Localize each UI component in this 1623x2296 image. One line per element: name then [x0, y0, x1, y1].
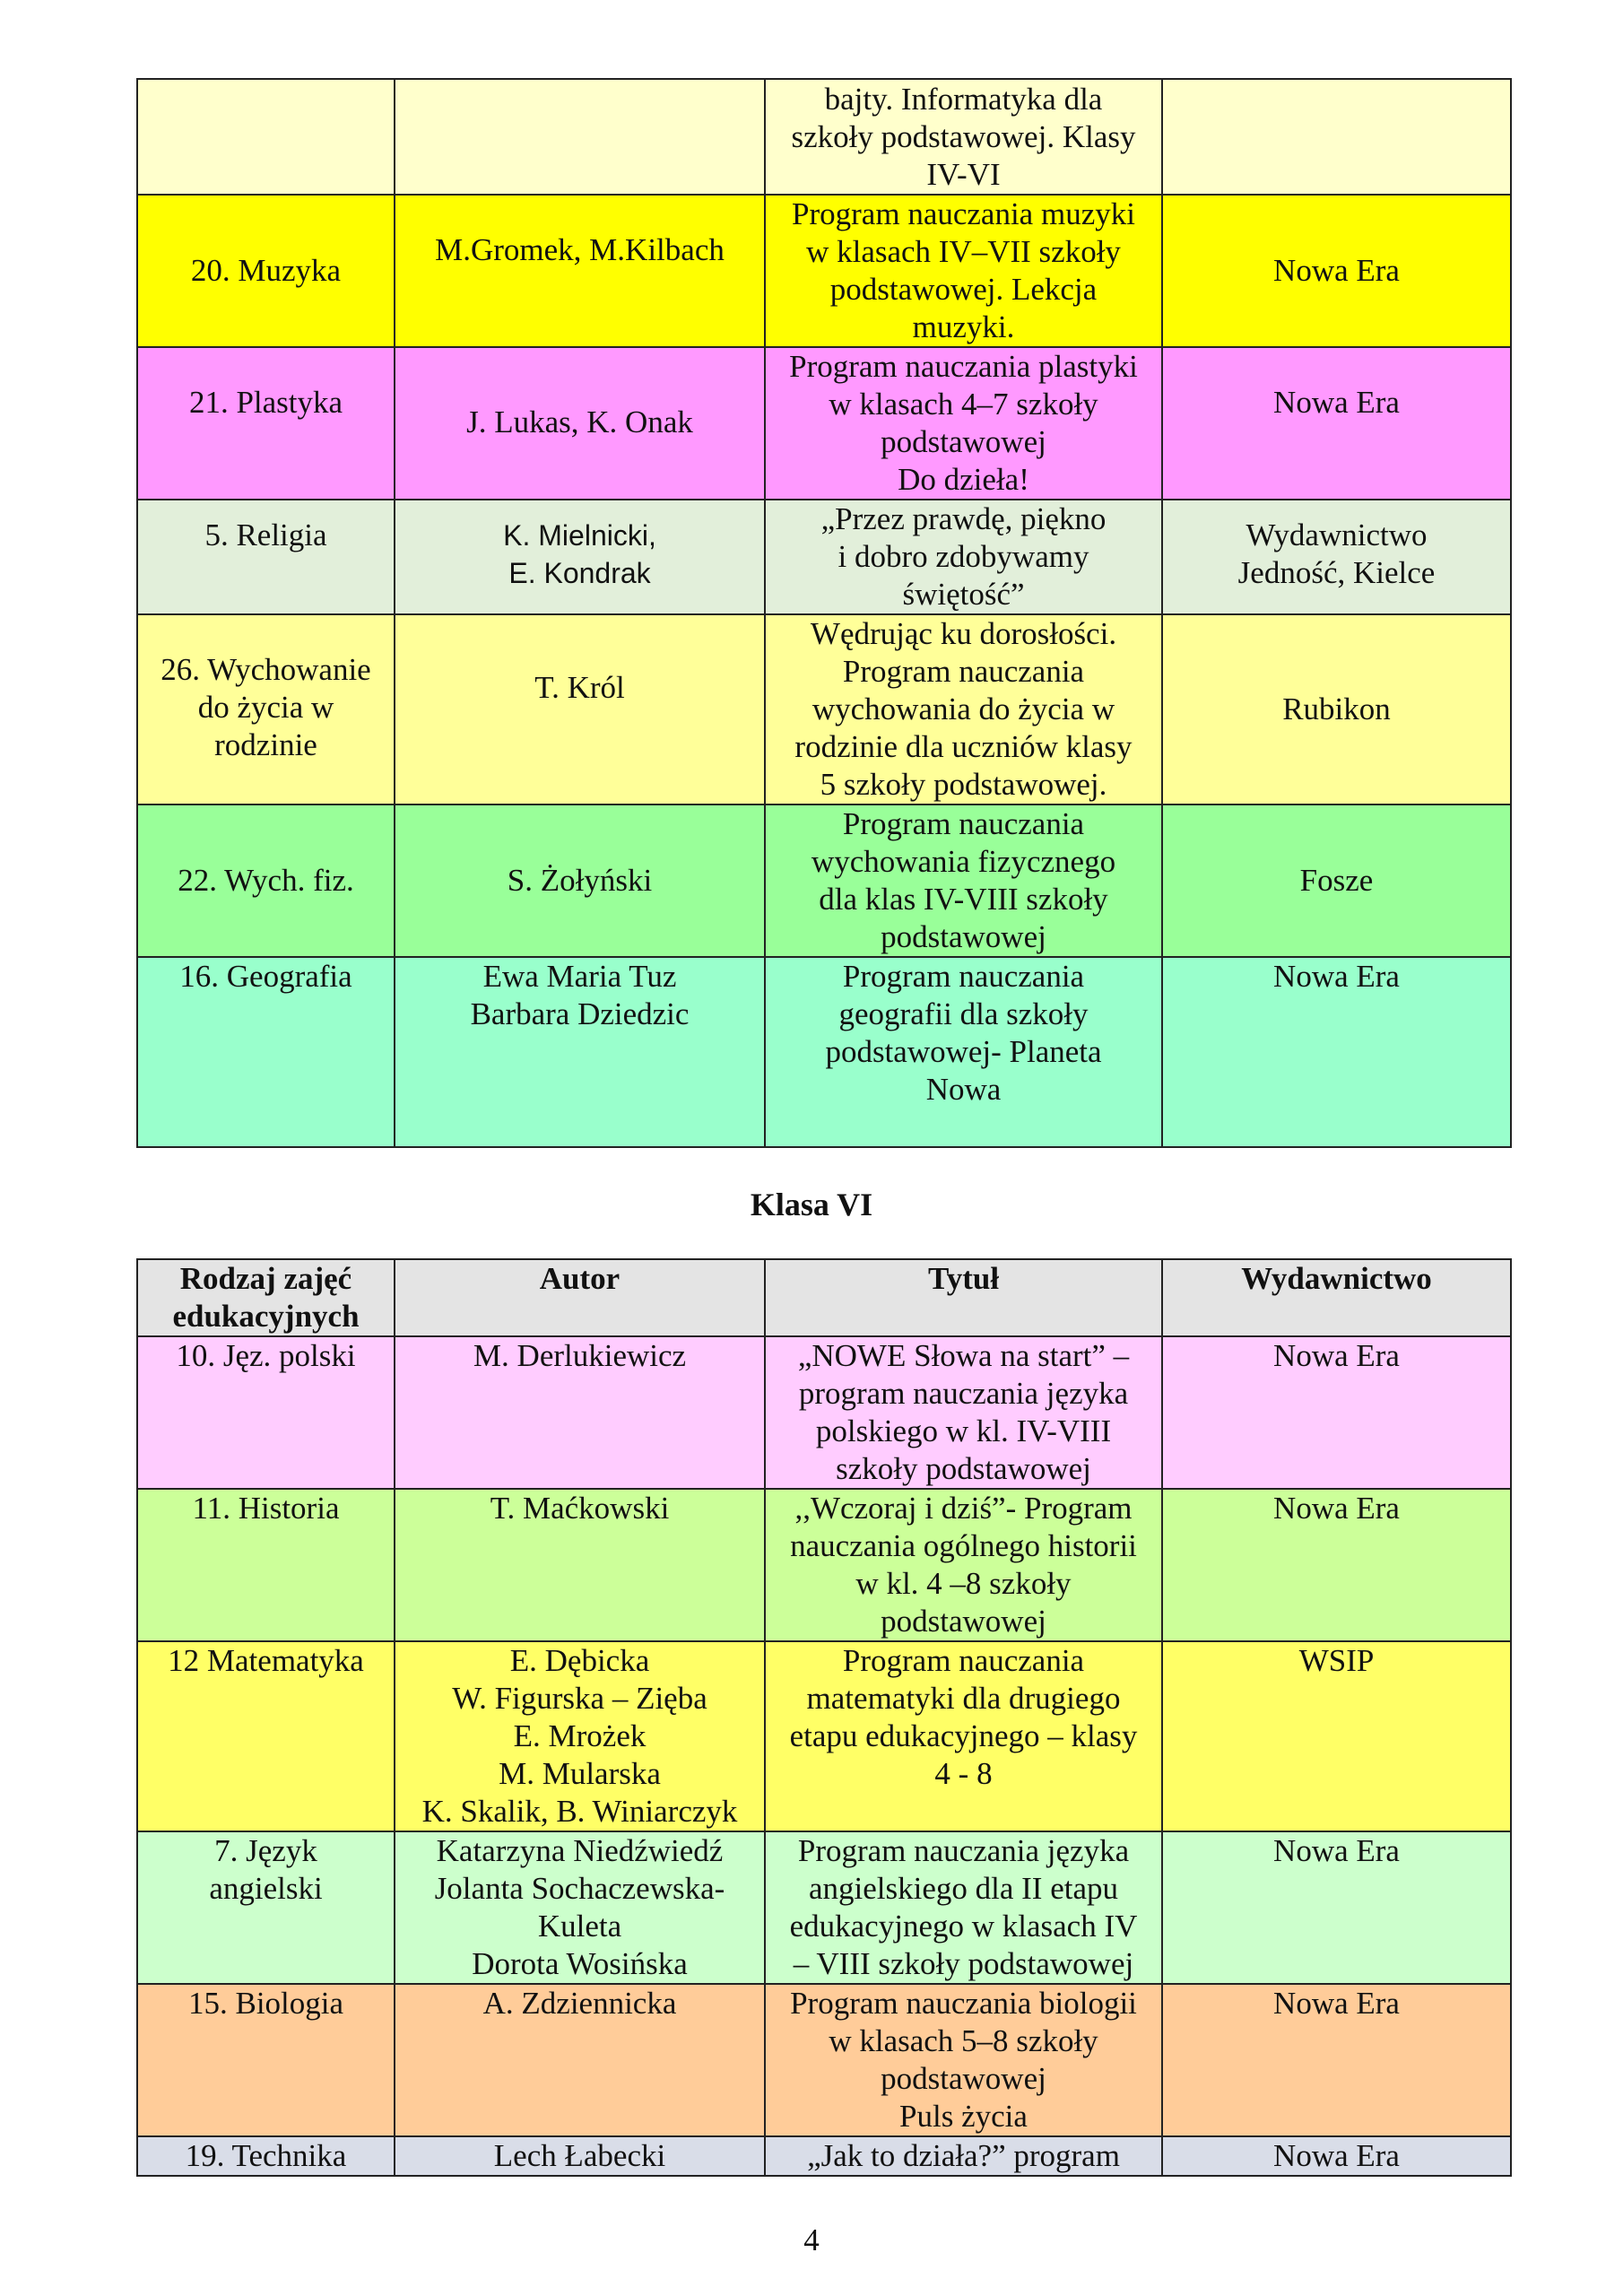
table-row	[137, 1641, 1511, 1831]
section-heading: Klasa VI	[750, 1187, 873, 1222]
publisher-cell: Wydawnictwo Jedność, Kielce	[1162, 500, 1511, 614]
author-cell: T. Maćkowski	[395, 1489, 765, 1641]
table-row	[137, 957, 1511, 1147]
author-cell: K. Mielnicki, E. Kondrak	[395, 500, 765, 614]
publisher-cell	[1162, 79, 1511, 195]
author-cell: J. Lukas, K. Onak	[395, 347, 765, 500]
column-header-subject: Rodzaj zajęć edukacyjnych	[137, 1259, 395, 1336]
column-header-publisher: Wydawnictwo	[1162, 1259, 1511, 1336]
author-cell: M. Derlukiewicz	[395, 1336, 765, 1489]
subject-cell: 20. Muzyka	[137, 195, 395, 347]
publisher-cell: Nowa Era	[1162, 195, 1511, 347]
publisher-cell: Nowa Era	[1162, 347, 1511, 500]
table-row	[137, 195, 1511, 347]
column-header-author: Autor	[395, 1259, 765, 1336]
publisher-cell: Nowa Era	[1162, 1984, 1511, 2136]
subject-cell: 7. Język angielski	[137, 1831, 395, 1984]
publisher-cell: Fosze	[1162, 804, 1511, 957]
title-cell: Program nauczania matematyki dla drugiego etapu edukacyjnego – klasy 4 - 8	[765, 1641, 1162, 1831]
author-cell: S. Żołyński	[395, 804, 765, 957]
table-row	[137, 1831, 1511, 1984]
table-row	[137, 804, 1511, 957]
author-cell: M.Gromek, M.Kilbach	[395, 195, 765, 347]
author-cell	[395, 79, 765, 195]
title-cell: Wędrując ku dorosłości. Program nauczania wychowania do życia w rodzinie dla uczniów klasy 5 szkoły podstawowej.	[765, 614, 1162, 804]
table-row	[137, 2136, 1511, 2176]
subject-cell: 15. Biologia	[137, 1984, 395, 2136]
title-cell: Program nauczania biologii w klasach 5–8 szkoły podstawowej Puls życia	[765, 1984, 1162, 2136]
subject-cell: 10. Jęz. polski	[137, 1336, 395, 1489]
table-header-row	[137, 1259, 1511, 1336]
subject-cell: 11. Historia	[137, 1489, 395, 1641]
curriculum-table-previous-class	[136, 78, 1512, 1148]
title-cell: Program nauczania wychowania fizycznego dla klas IV-VIII szkoły podstawowej	[765, 804, 1162, 957]
publisher-cell: Nowa Era	[1162, 1336, 1511, 1489]
author-cell: Lech Łabecki	[395, 2136, 765, 2176]
publisher-cell: Nowa Era	[1162, 2136, 1511, 2176]
subject-cell: 12 Matematyka	[137, 1641, 395, 1831]
table-row	[137, 614, 1511, 804]
title-cell: Program nauczania języka angielskiego dla II etapu edukacyjnego w klasach IV – VIII szkoły podstawowej	[765, 1831, 1162, 1984]
subject-cell: 5. Religia	[137, 500, 395, 614]
author-cell: A. Zdziennicka	[395, 1984, 765, 2136]
author-cell: E. Dębicka W. Figurska – Zięba E. Mrożek M. Mularska K. Skalik, B. Winiarczyk	[395, 1641, 765, 1831]
page-number: 4	[803, 2222, 820, 2257]
curriculum-table-klasa-vi	[136, 1258, 1512, 2177]
title-cell: bajty. Informatyka dla szkoły podstawowej. Klasy IV-VI	[765, 79, 1162, 195]
subject-cell: 26. Wychowanie do życia w rodzinie	[137, 614, 395, 804]
publisher-cell: Nowa Era	[1162, 1489, 1511, 1641]
publisher-cell: Nowa Era	[1162, 957, 1511, 1147]
subject-cell: 22. Wych. fiz.	[137, 804, 395, 957]
publisher-cell: Nowa Era	[1162, 1831, 1511, 1984]
table-row	[137, 79, 1511, 195]
publisher-cell: Rubikon	[1162, 614, 1511, 804]
subject-cell: 16. Geografia	[137, 957, 395, 1147]
author-cell: T. Król	[395, 614, 765, 804]
title-cell: Program nauczania geografii dla szkoły podstawowej- Planeta Nowa	[765, 957, 1162, 1147]
table-row	[137, 500, 1511, 614]
title-cell: „Jak to działa?” program	[765, 2136, 1162, 2176]
table-row	[137, 347, 1511, 500]
title-cell: „NOWE Słowa na start” – program nauczania języka polskiego w kl. IV-VIII szkoły podstawowej	[765, 1336, 1162, 1489]
author-cell: Katarzyna Niedźwiedź Jolanta Sochaczewska- Kuleta Dorota Wosińska	[395, 1831, 765, 1984]
title-cell: Program nauczania plastyki w klasach 4–7 szkoły podstawowej Do dzieła!	[765, 347, 1162, 500]
subject-cell: 21. Plastyka	[137, 347, 395, 500]
title-cell: „Przez prawdę, piękno i dobro zdobywamy świętość”	[765, 500, 1162, 614]
title-cell: Program nauczania muzyki w klasach IV–VII szkoły podstawowej. Lekcja muzyki.	[765, 195, 1162, 347]
publisher-cell: WSIP	[1162, 1641, 1511, 1831]
subject-cell: 19. Technika	[137, 2136, 395, 2176]
subject-cell	[137, 79, 395, 195]
column-header-title: Tytuł	[765, 1259, 1162, 1336]
table-row	[137, 1489, 1511, 1641]
table-row	[137, 1336, 1511, 1489]
title-cell: ,,Wczoraj i dziś”- Program nauczania ogólnego historii w kl. 4 –8 szkoły podstawowej	[765, 1489, 1162, 1641]
table-row	[137, 1984, 1511, 2136]
author-cell: Ewa Maria Tuz Barbara Dziedzic	[395, 957, 765, 1147]
